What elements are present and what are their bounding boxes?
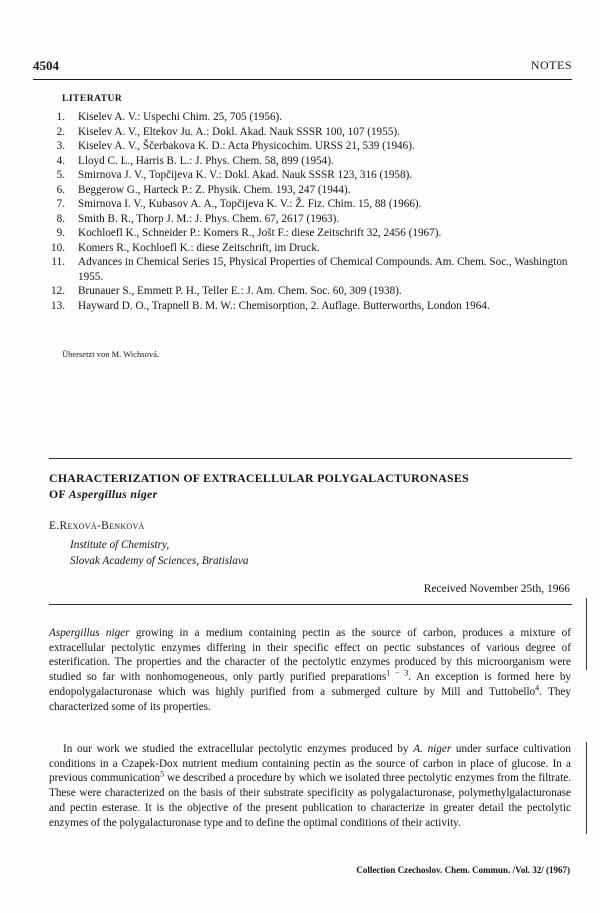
literature-heading: LITERATUR — [62, 94, 123, 104]
species-name: A. niger — [413, 743, 452, 755]
reference-text: Advances in Chemical Series 15, Physical Properties of Chemical Compounds. Am. Chem. Soc., Washington 1955. — [78, 256, 568, 283]
reference-text: Smith B. R., Thorp J. M.: J. Phys. Chem. 67, 2617 (1963). — [78, 212, 340, 225]
reference-text: Brunauer S., Emmett P. H., Teller E.: J. Am. Chem. Soc. 60, 309 (1938). — [78, 285, 402, 297]
reference-number: 11. — [51, 256, 65, 268]
reference-number: 2. — [56, 125, 65, 138]
section-divider — [49, 458, 572, 459]
reference-number: 1. — [56, 111, 65, 123]
reference-number: 4. — [56, 154, 65, 167]
species-name: Aspergillus niger — [49, 627, 130, 639]
header-rule — [33, 79, 572, 80]
citation-marker: 5 — [160, 769, 165, 779]
reference-text: Kiselev A. V.: Uspechi Chim. 25, 705 (1956). — [78, 111, 283, 123]
affiliation-line2: Slovak Academy of Sciences, Bratislava — [70, 555, 249, 567]
section-title: NOTES — [530, 58, 572, 72]
reference-item — [43, 183, 573, 198]
reference-number: 9. — [56, 227, 65, 239]
reference-list — [43, 110, 573, 313]
reference-text: Smirnova J. V., Topčijeva K. V.: Dokl. Akad. Nauk SSSR 123, 316 (1958). — [78, 169, 413, 181]
reference-item — [43, 226, 573, 241]
reference-number: 10. — [51, 241, 65, 254]
title-species: Aspergillus niger — [68, 487, 158, 501]
affiliation-line1: Institute of Chemistry, — [70, 539, 170, 551]
reference-number: 13. — [51, 299, 65, 312]
received-date: Received November 25th, 1966 — [423, 583, 570, 595]
reference-text: Lloyd C. L., Harris B. L.: J. Phys. Chem. 58, 899 (1954). — [78, 154, 334, 167]
body-paragraph-1 — [49, 626, 571, 714]
reference-text: Kochloefl K., Schneider P.: Komers R., Jošt F.: diese Zeitschrift 32, 2456 (1967). — [78, 227, 442, 239]
reference-number: 8. — [56, 212, 65, 225]
paragraph-text: In our work we studied the extracellular pectolytic enzymes produced by — [63, 743, 414, 755]
reference-item — [43, 299, 573, 314]
reference-number: 3. — [56, 140, 65, 152]
paragraph-text: growing in a medium containing pectin as the source of carbon, produces a mixture of extracellular pectolytic enzymes differing in their specific effect on pectic substances of various degree of esterification. The properties and the character of the pectolytic enzymes produced by this microorganism were studied so far with nonhomogeneous, only partly purified preparations — [49, 627, 571, 684]
reference-number: 12. — [51, 285, 65, 297]
reference-number: 6. — [56, 183, 65, 196]
reference-item — [43, 255, 573, 284]
margin-mark — [586, 742, 587, 834]
paragraph-text: we described a procedure by which we isolated three pectolytic enzymes from the filtrate. These were characterized on the basis of their substrate specificity as polygalacturonase, polymethylgalacturonase and pectin esterase. It is the objective of the present publication to characterize in greater detail the pectolytic enzymes of the polygalacturonase type and to define the optimal conditions of their activity. — [49, 772, 571, 829]
reference-item — [43, 284, 573, 299]
reference-text: Beggerow G., Harteck P.: Z. Physik. Chem. 193, 247 (1944). — [78, 183, 351, 196]
paragraph-text: . They characterized some of its properties. — [49, 685, 571, 713]
reference-item — [43, 241, 573, 256]
reference-item — [43, 212, 573, 227]
reference-item — [43, 139, 573, 154]
author-affiliation — [70, 537, 248, 569]
reference-item — [43, 125, 573, 140]
page-header — [33, 58, 572, 76]
citation-marker: 1 − 3 — [386, 668, 409, 678]
reference-text: Komers R., Kochloefl K.: diese Zeitschrift, im Druck. — [78, 241, 320, 254]
abstract-divider — [49, 604, 572, 605]
page-number: 4504 — [33, 58, 59, 73]
paragraph-text: under surface cultivation conditions in a Czapek-Dox nutrient medium containing pectin as the source of carbon in place of glucose. In a previous communication — [49, 743, 571, 785]
translator-credit: Übersetzt von M. Wichsová. — [62, 349, 159, 359]
reference-item — [43, 154, 573, 169]
article-title-line2 — [49, 486, 569, 502]
reference-text: Kiselev A. V., Eltekov Ju. A.: Dokl. Akad. Nauk SSSR 100, 107 (1955). — [78, 125, 400, 138]
reference-text: Kiselev A. V., Ščerbakova K. D.: Acta Physicochim. URSS 21, 539 (1946). — [78, 140, 415, 152]
article-author: E.Rexová-Benková — [49, 520, 145, 532]
reference-number: 7. — [56, 198, 65, 210]
reference-item — [43, 197, 573, 212]
reference-item — [43, 168, 573, 183]
reference-text: Smirnova I. V., Kubasov A. A., Topčijeva K. V.: Ž. Fiz. Chim. 15, 88 (1966). — [78, 198, 422, 210]
citation-marker: 4 — [535, 683, 540, 693]
body-paragraph-2 — [49, 742, 571, 830]
journal-footer: Collection Czechoslov. Chem. Commun. /Vol. 32/ (1967) — [356, 865, 570, 875]
reference-text: Hayward D. O., Trapnell B. M. W.: Chemisorption, 2. Auflage. Butterworths, London 1964. — [78, 299, 490, 312]
title-prefix: OF — [49, 487, 69, 501]
paragraph-text: . An exception is formed here by endopolygalacturonase which was highly purified from a submerged culture by Mill and Tuttobello — [49, 671, 572, 698]
article-title — [49, 470, 569, 502]
margin-mark — [586, 598, 587, 670]
reference-item — [43, 110, 573, 125]
reference-number: 5. — [56, 169, 65, 181]
article-title-line1: CHARACTERIZATION OF EXTRACELLULAR POLYGALACTURONASES — [49, 471, 469, 485]
